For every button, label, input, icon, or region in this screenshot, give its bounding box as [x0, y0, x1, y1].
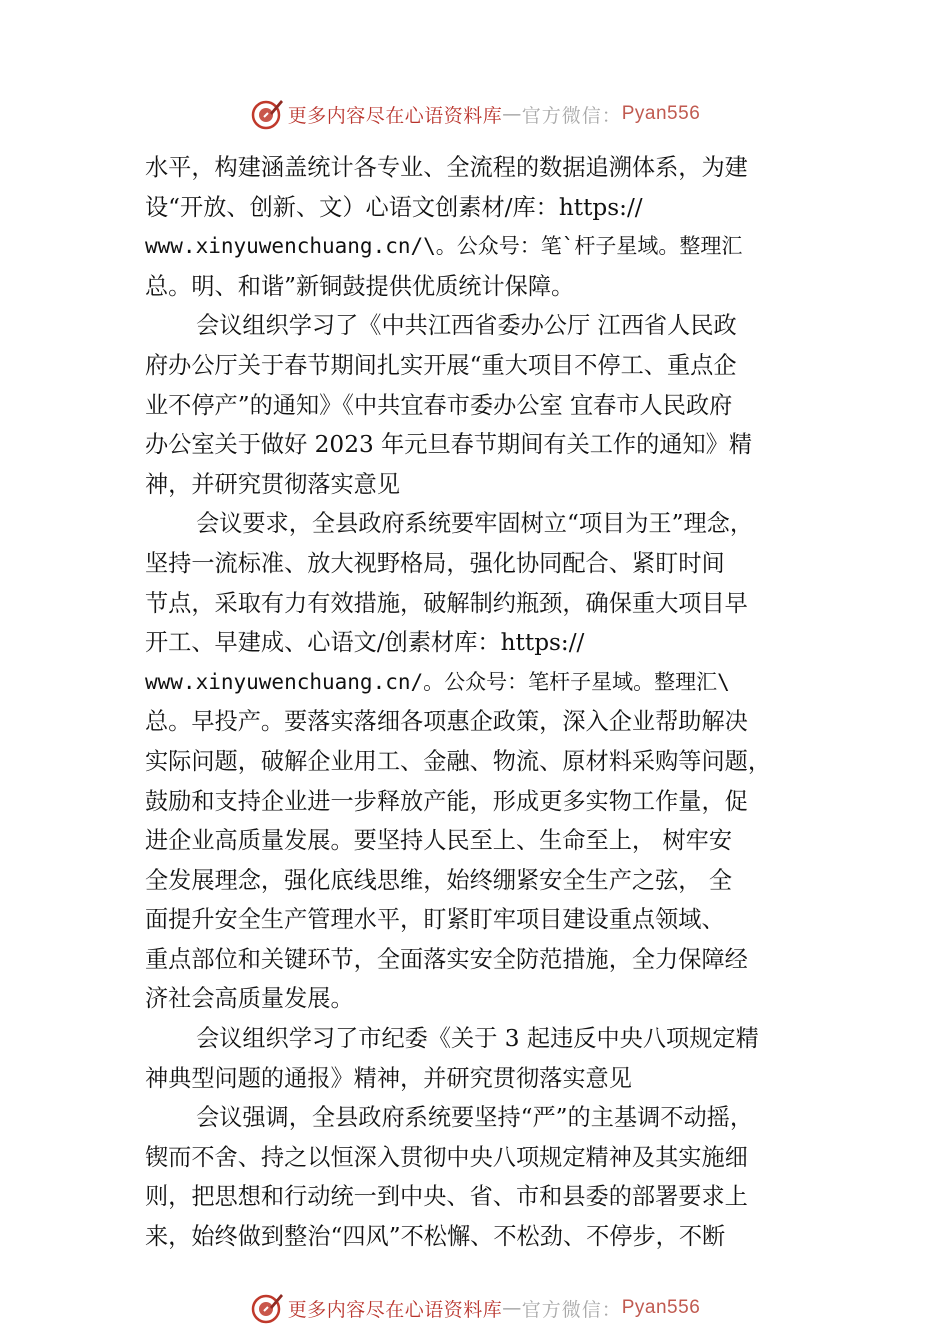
- text-line: 全发展理念，强化底线思维，始终绷紧安全生产之弦， 全: [145, 866, 733, 894]
- text-line: 来，始终做到整治“四风”不松懈、不松劲、不停步，不断: [145, 1223, 726, 1251]
- text-line: 实际问题，破解企业用工、金融、物流、原材料采购等问题，: [145, 747, 772, 775]
- banner-wechat-label: 官方微信：: [521, 1298, 622, 1321]
- text-line: 神典型问题的通报》精神，并研究贯彻落实意见: [145, 1064, 632, 1092]
- text-line: 业不停产”的通知》《中共宜春市委办公室 宜春市人民政府: [145, 391, 733, 419]
- text-line: 坚持一流标准、放大视野格局，强化协同配合、紧盯时间: [145, 549, 725, 577]
- text-line: 节点，采取有力有效措施，破解制约瓶颈，确保重大项目早: [145, 589, 748, 617]
- text-line: 鼓励和支持企业进一步释放产能，形成更多实物工作量，促: [145, 787, 748, 815]
- text-line: 进企业高质量发展。要坚持人民至上、生命至上， 树牢安: [145, 827, 733, 855]
- text-line: 水平，构建涵盖统计各专业、全流程的数据追溯体系，为建: [145, 154, 748, 181]
- text-line: 锲而不舍、持之以恒深入贯彻中央八项规定精神及其实施细: [145, 1143, 748, 1171]
- text-line: 设“开放、创新、文）心语文创素材/库：https://: [145, 193, 643, 221]
- text-line: www.xinyuwenchuang.cn/。公众号：笔杆子星域。整理汇\: [145, 669, 730, 694]
- text-line: 开工、早建成、心语文/创素材库：https://: [145, 629, 585, 657]
- quill-seal-icon: [250, 1291, 284, 1325]
- banner-separator: —: [502, 103, 522, 125]
- banner-wechat-id: Pyan556: [621, 103, 701, 124]
- text-line: 会议组织学习了《中共江西省委办公厅 江西省人民政: [196, 312, 737, 340]
- banner-wechat-label: 官方微信：: [521, 104, 622, 127]
- text-line: 总。明、和谐”新铜鼓提供优质统计保障。: [145, 272, 575, 300]
- text-line: www.xinyuwenchuang.cn/\。公众号：笔`杆子星域。整理汇: [145, 234, 743, 259]
- text-line: 会议要求，全县政府系统要牢固树立“项目为王”理念，: [196, 510, 754, 538]
- text-line: 办公室关于做好 2023 年元旦春节期间有关工作的通知》精: [145, 431, 753, 459]
- text-line: 会议强调，全县政府系统要坚持“严”的主基调不动摇，: [196, 1104, 754, 1132]
- text-line: 济社会高质量发展。: [145, 985, 354, 1013]
- text-line: 面提升安全生产管理水平，盯紧盯牢项目建设重点领域、: [145, 906, 725, 934]
- text-line: 会议组织学习了市纪委《关于 3 起违反中央八项规定精: [196, 1025, 759, 1053]
- document-body: [145, 148, 820, 1257]
- quill-seal-icon: [250, 97, 284, 131]
- header-banner: [0, 94, 950, 134]
- text-line: 则，把思想和行动统一到中央、省、市和县委的部署要求上: [145, 1183, 748, 1211]
- text-line: 总。早投产。要落实落细各项惠企政策，深入企业帮助解决: [145, 708, 748, 736]
- banner-brand: 更多内容尽在心语资料库: [287, 104, 503, 127]
- text-line: 府办公厅关于春节期间扎实开展“重大项目不停工、重点企: [145, 351, 737, 379]
- banner-brand: 更多内容尽在心语资料库: [287, 1298, 503, 1321]
- text-line: 神，并研究贯彻落实意见: [145, 470, 401, 498]
- text-line: 重点部位和关键环节，全面落实安全防范措施，全力保障经: [145, 945, 748, 973]
- banner-wechat-id: Pyan556: [621, 1297, 701, 1318]
- banner-separator: —: [502, 1297, 522, 1319]
- footer-banner: [0, 1288, 950, 1328]
